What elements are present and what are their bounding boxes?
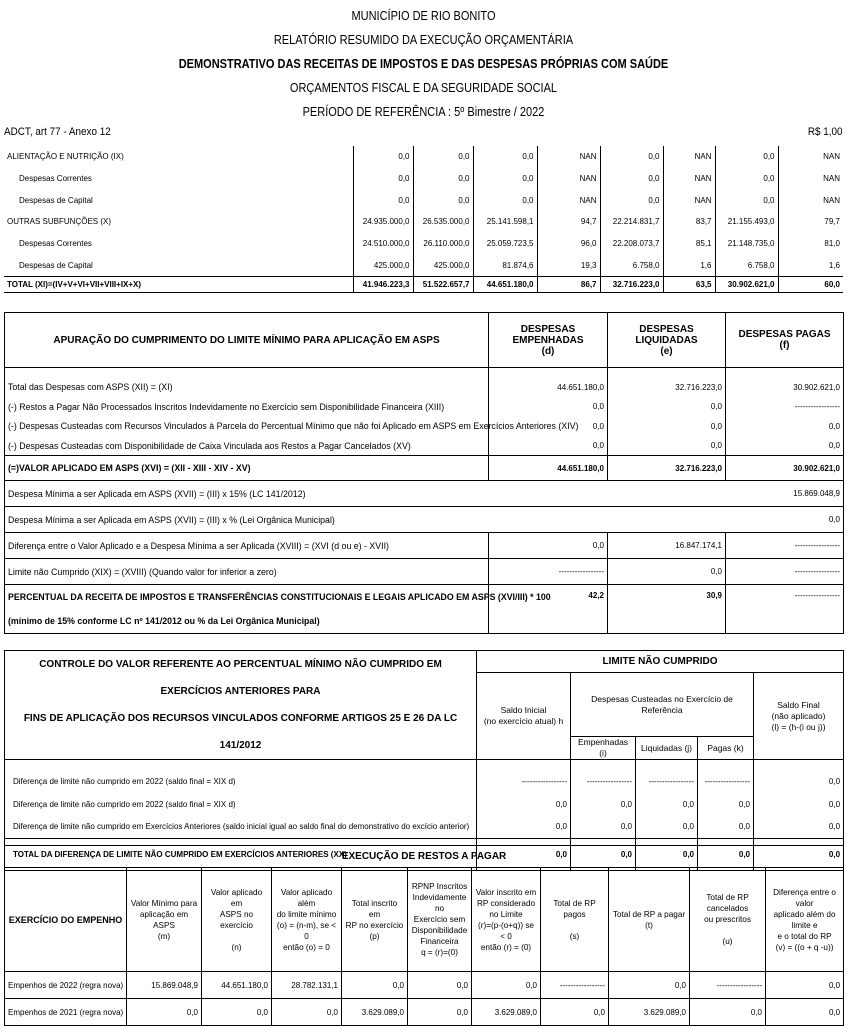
total-xi-label: TOTAL (XI)=(IV+V+VI+VII+VIII+IX+X) (4, 276, 353, 292)
restos-header-line: aplicação em (139, 909, 189, 919)
subfuncao-value: 0,0 (413, 189, 473, 211)
subfuncao-row (4, 168, 843, 190)
despesa-minima-lo-row: Despesa Mínima a ser Aplicada em ASPS (XVII) = (III) x % (Lei Orgânica Municipal) 0,0 (5, 507, 844, 533)
subfuncao-value: NAN (778, 168, 843, 190)
asps-value-f: 30.902.621,0 (726, 378, 844, 398)
asps-row (5, 436, 844, 456)
asps-row (5, 417, 844, 437)
liquidadas-header: Liquidadas (j) (636, 737, 698, 760)
restos-header-line: q = (r)=(0) (421, 948, 458, 957)
total-xi-value: 44.651.180,0 (473, 276, 537, 292)
restos-header-line: Total de RP a pagar (612, 909, 686, 919)
subfuncoes-table (4, 146, 843, 293)
subfuncao-value: 22.214.831,7 (600, 211, 663, 233)
subfuncao-label: Despesas de Capital (19, 260, 93, 270)
subfuncao-value: 0,0 (473, 146, 537, 168)
restos-value: 0,0 (408, 999, 472, 1026)
restos-header-line: (m) (157, 931, 171, 941)
restos-header-line: então (o) = 0 (283, 942, 330, 952)
restos-col-header (127, 868, 202, 972)
controle-value-k: 0,0 (698, 793, 754, 816)
restos-value: 0,0 (127, 999, 202, 1026)
subfuncao-value: 425.000,0 (413, 254, 473, 276)
subfuncao-value: 19,3 (537, 254, 600, 276)
restos-col-header (609, 868, 690, 972)
asps-value-d: 0,0 (489, 436, 608, 456)
subfuncao-value: 21.155.493,0 (715, 211, 778, 233)
subfuncao-value: NAN (663, 168, 715, 190)
restos-row-label: Empenhos de 2022 (regra nova) (5, 972, 127, 999)
subfuncao-value: NAN (663, 146, 715, 168)
asps-row (5, 378, 844, 398)
subfuncao-value: NAN (537, 189, 600, 211)
subfuncao-value: 0,0 (715, 189, 778, 211)
subfuncao-value: 85,1 (663, 233, 715, 255)
report-title: RELATÓRIO RESUMIDO DA EXECUÇÃO ORÇAMENTÁRIA (273, 33, 574, 47)
restos-header-line: Total de RP cancelados (706, 893, 749, 913)
controle-value-l: 0,0 (754, 816, 844, 839)
restos-value: 3.629.089,0 (342, 999, 408, 1026)
subfuncao-value: 26.535.000,0 (413, 211, 473, 233)
subfuncao-value: 0,0 (473, 168, 537, 190)
restos-value: 44.651.180,0 (202, 972, 272, 999)
asps-value-e: 0,0 (608, 417, 726, 437)
subfuncao-value: 0,0 (600, 168, 663, 190)
asps-value-e: 0,0 (608, 436, 726, 456)
restos-col-header (342, 868, 408, 972)
subfuncao-value: 24.510.000,0 (353, 233, 413, 255)
subfuncao-value: NAN (778, 189, 843, 211)
subfuncao-value: 1,6 (778, 254, 843, 276)
subfuncao-value: 81.874,6 (473, 254, 537, 276)
subfuncao-value: 79,7 (778, 211, 843, 233)
subfuncao-row (4, 189, 843, 211)
controle-value-h: 0,0 (477, 816, 571, 839)
asps-row-label: Total das Despesas com ASPS (XII) = (XI) (5, 378, 489, 398)
subfuncao-value: 25.141.598,1 (473, 211, 537, 233)
total-xi-value: 41.946.223,3 (353, 276, 413, 292)
subfuncao-row (4, 254, 843, 276)
restos-header-line: (t) (645, 920, 653, 930)
restos-value: 3.629.089,0 (609, 999, 690, 1026)
asps-value-f: 0,0 (726, 436, 844, 456)
restos-value: 15.869.048,9 (127, 972, 202, 999)
restos-value: 3.629.089,0 (472, 999, 541, 1026)
restos-value: 0,0 (342, 972, 408, 999)
subfuncao-value: 25.059.723,5 (473, 233, 537, 255)
despesa-minima-lc-row: Despesa Mínima a ser Aplicada em ASPS (XVII) = (III) x 15% (LC 141/2012) 15.869.048,9 (5, 481, 844, 507)
controle-value-h: ----------------- (477, 770, 571, 793)
restos-header-line: Diferença entre o valor (773, 887, 836, 908)
restos-header-line: (v) = ((o + q -u)) (775, 942, 834, 952)
limite-nao-cumprido-header: LIMITE NÃO CUMPRIDO (477, 651, 844, 673)
controle-row (5, 793, 844, 816)
controle-value-i: 0,0 (571, 816, 636, 839)
total-xi-value: 32.716.223,0 (600, 276, 663, 292)
restos-value: 0,0 (202, 999, 272, 1026)
subfuncao-value: 0,0 (715, 168, 778, 190)
controle-value-i: 0,0 (571, 793, 636, 816)
exercicio-header: EXERCÍCIO DO EMPENHO (5, 868, 127, 972)
restos-value: 28.782.131,1 (272, 972, 342, 999)
total-xi-value: 51.522.657,7 (413, 276, 473, 292)
asps-value-e: 32.716.223,0 (608, 378, 726, 398)
asps-value-d: 0,0 (489, 397, 608, 417)
restos-value: 0,0 (609, 972, 690, 999)
col-pagas: DESPESAS PAGAS (f) (726, 313, 844, 368)
percentual-row: PERCENTUAL DA RECEITA DE IMPOSTOS E TRANSFERÊNCIAS CONSTITUCIONAIS E LEGAIS APLICADO EM ASPS (XVI/III) * 100 (mínimo de 15% conforme LC nº 141/2012 ou % da Lei Orgânica Municipal) 42,2 30,9 ----------------- (5, 585, 844, 634)
restos-row (5, 999, 844, 1026)
subfuncao-value: 22.208.073,7 (600, 233, 663, 255)
restos-header-line: ASPS (153, 920, 175, 930)
restos-col-header (690, 868, 766, 972)
controle-value-l: 0,0 (754, 770, 844, 793)
subfuncao-value: 0,0 (600, 146, 663, 168)
restos-value: 0,0 (472, 972, 541, 999)
asps-row (5, 397, 844, 417)
restos-header-line: Valor Mínimo para (130, 898, 198, 908)
controle-value-k: ----------------- (698, 770, 754, 793)
controle-value-j: 0,0 (636, 793, 698, 816)
asps-value-d: 44.651.180,0 (489, 378, 608, 398)
restos-header-line: Valor aplicado em (210, 887, 263, 908)
subfuncao-value: 24.935.000,0 (353, 211, 413, 233)
subfuncao-value: NAN (663, 189, 715, 211)
limite-nao-cumprido-row: Limite não Cumprido (XIX) = (XVIII) (Quando valor for inferior a zero) ----------------- 0,0 ----------------- (5, 559, 844, 585)
subfuncao-value: 0,0 (600, 189, 663, 211)
subfuncao-value: 81,0 (778, 233, 843, 255)
col-liquidadas: DESPESAS LIQUIDADAS (e) (608, 313, 726, 368)
asps-table (4, 312, 844, 634)
restos-header-line: RP considerado (476, 898, 536, 908)
restos-header-line: (o) = (n-m), se < 0 (276, 920, 337, 941)
restos-col-header (472, 868, 541, 972)
empenhadas-header: Empenhadas (i) (571, 737, 636, 760)
restos-header-line: do limite mínimo (276, 909, 337, 919)
restos-header-line: aplicado além do limite e (773, 909, 836, 930)
restos-header-line: ou prescritos (704, 915, 751, 924)
subfuncao-label: Despesas de Capital (19, 195, 93, 205)
subfuncao-value: NAN (537, 168, 600, 190)
subfuncao-value: 94,7 (537, 211, 600, 233)
controle-row (5, 770, 844, 793)
asps-value-f: 0,0 (726, 417, 844, 437)
subfuncao-label: ALIENTAÇÃO E NUTRIÇÃO (IX) (7, 152, 124, 162)
subfuncao-value: 26.110.000,0 (413, 233, 473, 255)
adct-note: ADCT, art 77 - Anexo 12 (4, 126, 111, 138)
restos-col-header (202, 868, 272, 972)
asps-row-label: (-) Despesas Custeadas com Disponibilidade de Caixa Vinculada aos Restos a Pagar Cancelados (XV) (5, 436, 489, 456)
total-xi-value: 63,5 (663, 276, 715, 292)
valor-aplicado-row: (=)VALOR APLICADO EM ASPS (XVI) = (XII - XIII - XIV - XV) 44.651.180,0 32.716.223,0 30.902.621,0 (5, 456, 844, 481)
controle-row (5, 816, 844, 839)
restos-header-line: pagos (563, 909, 586, 919)
restos-title: EXECUÇÃO DE RESTOS A PAGAR (5, 846, 844, 868)
periodo-title: PERÍODO DE REFERÊNCIA : 5º Bimestre / 2022 (302, 105, 545, 119)
col-empenhadas: DESPESAS EMPENHADAS (d) (489, 313, 608, 368)
restos-value: 0,0 (690, 999, 766, 1026)
restos-value: 0,0 (766, 972, 844, 999)
currency-note: R$ 1,00 (808, 126, 843, 138)
controle-total-row: TOTAL DA DIFERENÇA DE LIMITE NÃO CUMPRIDO EM EXERCÍCIOS ANTERIORES (XX) 0,0 0,0 0,0 0,0 0,0 (5, 839, 844, 871)
restos-header-line: (u) (722, 937, 733, 946)
subfuncao-value: 21.148.735,0 (715, 233, 778, 255)
restos-value: ----------------- (690, 972, 766, 999)
restos-header-line: Financeira (420, 937, 459, 946)
controle-value-i: ----------------- (571, 770, 636, 793)
restos-header-line: Valor aplicado além (280, 887, 333, 908)
restos-col-header (541, 868, 609, 972)
restos-col-header (408, 868, 472, 972)
restos-header-line: (r)=(p-(o+q)) se < 0 (478, 920, 534, 941)
diferenca-row: Diferença entre o Valor Aplicado e a Despesa Mínima a ser Aplicada (XVIII) = (XVI (d ou e) - XVII) 0,0 16.847.174,1 ----------------- (5, 533, 844, 559)
subfuncao-value: 83,7 (663, 211, 715, 233)
asps-title: APURAÇÃO DO CUMPRIMENTO DO LIMITE MÍNIMO PARA APLICAÇÃO EM ASPS (5, 313, 489, 368)
total-xi-value: 60,0 (778, 276, 843, 292)
subfuncao-value: NAN (778, 146, 843, 168)
demonstrativo-title: DEMONSTRATIVO DAS RECEITAS DE IMPOSTOS E DAS DESPESAS PRÓPRIAS COM SAÚDE (178, 57, 669, 71)
restos-header-line: (n) (231, 942, 242, 952)
municipio-title: MUNICÍPIO DE RIO BONITO (351, 9, 496, 23)
controle-table (4, 650, 844, 871)
saldo-final-header: Saldo Final (não aplicado) (l) = (h-(i ou j)) (754, 673, 844, 760)
subfuncao-value: 6.758,0 (715, 254, 778, 276)
restos-col-header (272, 868, 342, 972)
restos-header-line: RP no exercício (345, 920, 404, 930)
subfuncao-value: 96,0 (537, 233, 600, 255)
subfuncao-value: 425.000,0 (353, 254, 413, 276)
subfuncao-label: OUTRAS SUBFUNÇÕES (X) (7, 217, 112, 227)
restos-header-line: Exercício sem (413, 915, 466, 924)
restos-value: 0,0 (272, 999, 342, 1026)
subfuncao-value: NAN (537, 146, 600, 168)
restos-value: ----------------- (541, 972, 609, 999)
restos-col-header (766, 868, 844, 972)
asps-row-label: (-) Restos a Pagar Não Processados Inscritos Indevidamente no Exercício sem Disponibilidade Financeira (XIII) (5, 397, 489, 417)
subfuncao-value: 0,0 (353, 189, 413, 211)
restos-header-line: (s) (569, 931, 580, 941)
asps-value-f: ----------------- (726, 397, 844, 417)
subfuncao-value: 0,0 (353, 146, 413, 168)
restos-row (5, 972, 844, 999)
controle-value-h: 0,0 (477, 793, 571, 816)
restos-header-line: (p) (369, 931, 380, 941)
controle-row-label: Diferença de limite não cumprido em Exercícios Anteriores (saldo inicial igual ao saldo final do demonstrativo do excício anterior) (5, 816, 477, 839)
custeadas-header: Despesas Custeadas no Exercício de Referência (571, 673, 754, 737)
subfuncao-row (4, 146, 843, 168)
restos-value: 0,0 (766, 999, 844, 1026)
restos-value: 0,0 (541, 999, 609, 1026)
subfuncao-value: 0,0 (473, 189, 537, 211)
controle-row-label: Diferença de limite não cumprido em 2022 (saldo final = XIX d) (5, 793, 477, 816)
restos-header-line: RPNP Inscritos (411, 882, 468, 891)
restos-header-line: Total inscrito em (351, 898, 398, 919)
total-xi-row (4, 276, 843, 292)
controle-value-j: 0,0 (636, 816, 698, 839)
restos-header-line: e o total do RP (777, 931, 832, 941)
controle-title: CONTROLE DO VALOR REFERENTE AO PERCENTUAL MÍNIMO NÃO CUMPRIDO EM EXERCÍCIOS ANTERIORES PARA FINS DE APLICAÇÃO DOS RECURSOS VINCULADOS CONFORME ARTIGOS 25 E 26 DA LC 141/2012 (5, 651, 477, 760)
restos-row-label: Empenhos de 2021 (regra nova) (5, 999, 127, 1026)
controle-row-label: Diferença de limite não cumprido em 2022 (saldo final = XIX d) (5, 770, 477, 793)
subfuncao-value: 0,0 (413, 146, 473, 168)
restos-header-line: no Limite (489, 909, 523, 919)
subfuncao-label: Despesas Correntes (19, 174, 92, 184)
controle-value-k: 0,0 (698, 816, 754, 839)
total-xi-value: 86,7 (537, 276, 600, 292)
restos-table (4, 845, 844, 1026)
pagas-header: Pagas (k) (698, 737, 754, 760)
subfuncao-value: 0,0 (715, 146, 778, 168)
restos-header-line: ASPS no exercício (219, 909, 254, 930)
subfuncao-label: Despesas Correntes (19, 239, 92, 249)
total-xi-value: 30.902.621,0 (715, 276, 778, 292)
subfuncao-value: 6.758,0 (600, 254, 663, 276)
subfuncao-row (4, 211, 843, 233)
restos-header-line: Disponibilidade (411, 926, 468, 935)
subfuncao-value: 0,0 (353, 168, 413, 190)
controle-value-l: 0,0 (754, 793, 844, 816)
asps-value-e: 0,0 (608, 397, 726, 417)
restos-header-line: Total de RP (553, 898, 596, 908)
asps-row-label: (-) Despesas Custeadas com Recursos Vinculados à Parcela do Percentual Mínimo que não foi Aplicado em ASPS em Exercícios Anteriores (XIV) (5, 417, 489, 437)
restos-header-line: Valor inscrito em (475, 887, 537, 897)
asps-value-d: 0,0 (489, 417, 608, 437)
saldo-inicial-header: Saldo Inicial (no exercício atual) h (477, 673, 571, 760)
subfuncao-value: 0,0 (413, 168, 473, 190)
restos-header-line: então (r) = (0) (480, 942, 532, 952)
controle-value-j: ----------------- (636, 770, 698, 793)
subfuncao-value: 1,6 (663, 254, 715, 276)
restos-value: 0,0 (408, 972, 472, 999)
restos-header-line: Indevidamente no (412, 893, 467, 913)
subfuncao-row (4, 233, 843, 255)
orcamentos-title: ORÇAMENTOS FISCAL E DA SEGURIDADE SOCIAL (289, 81, 558, 95)
